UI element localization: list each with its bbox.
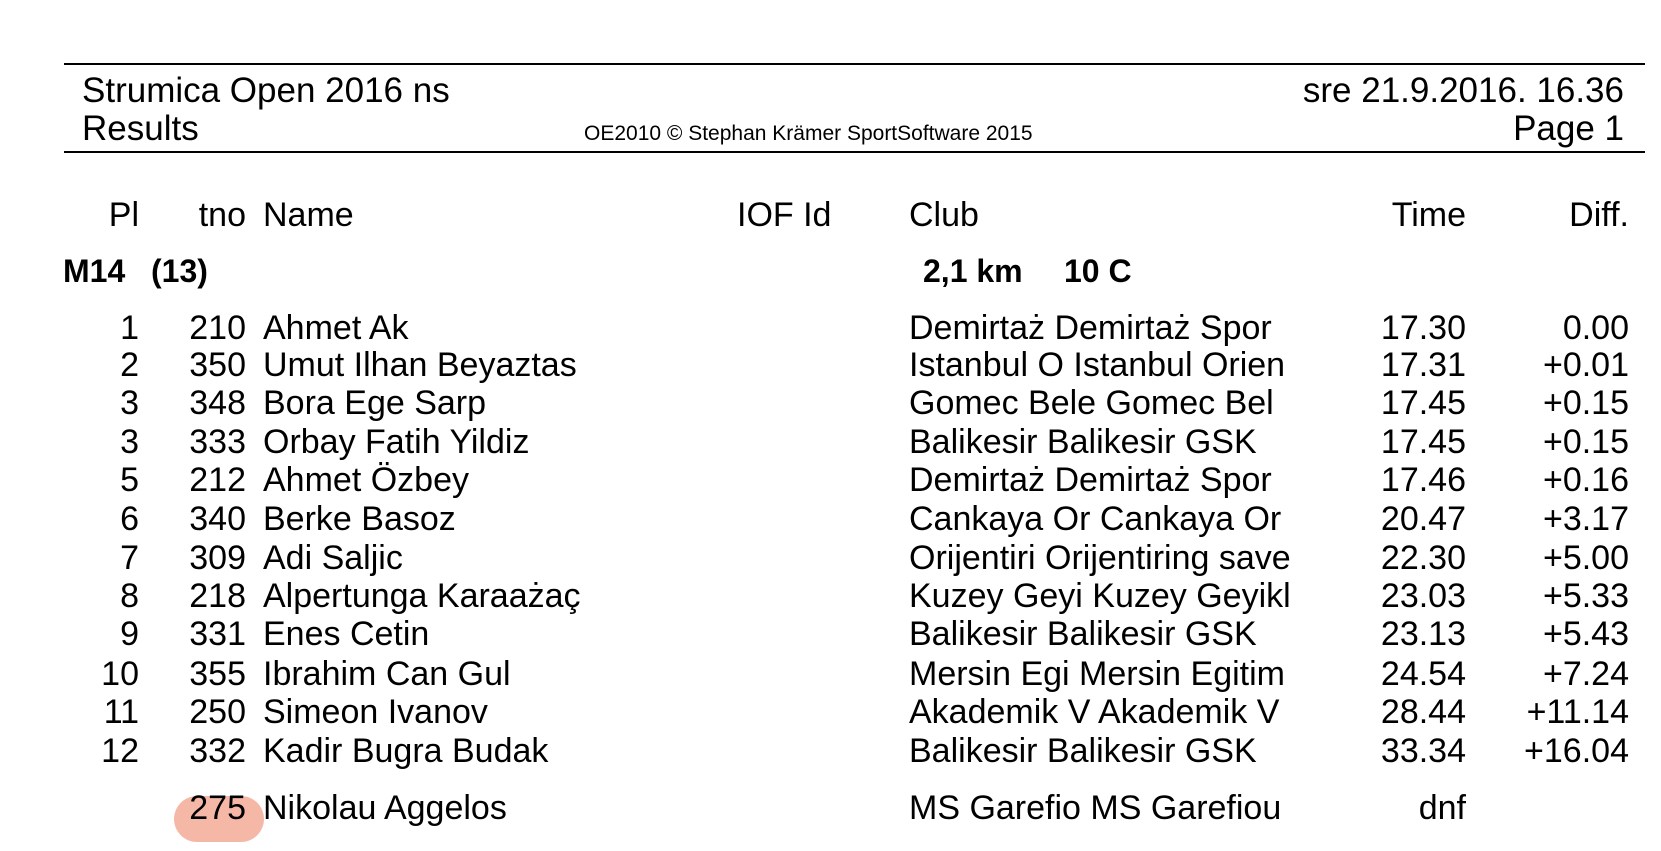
diff-cell: +3.17 — [1542, 500, 1629, 538]
diff-cell: +5.43 — [1542, 615, 1629, 653]
class-count: (13) — [151, 253, 208, 289]
name-cell: Enes Cetin — [263, 615, 430, 653]
time-cell: 20.47 — [1380, 500, 1466, 538]
course-controls: 10 C — [1064, 253, 1132, 289]
event-title: Strumica Open 2016 ns — [82, 71, 450, 110]
time-cell: 23.03 — [1380, 577, 1466, 615]
result-row — [0, 423, 1661, 462]
result-row — [0, 384, 1661, 423]
start-number-cell: 275 — [189, 789, 246, 827]
time-cell: 17.45 — [1380, 384, 1466, 422]
name-cell: Bora Ege Sarp — [263, 384, 487, 422]
place-cell: 7 — [120, 539, 139, 577]
club-cell: Kuzey Geyi Kuzey Geyikl — [909, 577, 1291, 615]
result-row — [0, 577, 1661, 616]
place-cell: 6 — [120, 500, 139, 538]
diff-cell: +0.15 — [1542, 384, 1629, 422]
start-number-cell: 309 — [189, 539, 246, 577]
place-cell: 5 — [120, 461, 139, 499]
page-number: Page 1 — [1513, 109, 1624, 148]
diff-cell: 0.00 — [1562, 309, 1629, 347]
start-number-cell: 355 — [189, 655, 246, 693]
name-cell: Nikolau Aggelos — [263, 789, 507, 827]
club-cell: MS Garefio MS Garefiou — [909, 789, 1282, 827]
diff-cell: +16.04 — [1524, 732, 1629, 770]
time-cell: 17.46 — [1380, 461, 1466, 499]
place-cell: 1 — [120, 309, 139, 347]
column-header-club: Club — [909, 196, 979, 234]
time-cell: 24.54 — [1380, 655, 1466, 693]
place-cell: 3 — [120, 423, 139, 461]
club-cell: Orijentiri Orijentiring save — [909, 539, 1291, 577]
place-cell: 9 — [120, 615, 139, 653]
start-number-cell: 331 — [189, 615, 246, 653]
name-cell: Adi Saljic — [263, 539, 403, 577]
name-cell: Simeon Ivanov — [263, 693, 488, 731]
time-cell: dnf — [1418, 789, 1466, 827]
column-header-iof-id: IOF Id — [737, 196, 832, 234]
place-cell: 10 — [101, 655, 139, 693]
club-cell: Demirtaż Demirtaż Spor — [909, 461, 1272, 499]
club-cell: Balikesir Balikesir GSK — [909, 615, 1257, 653]
name-cell: Alpertunga Karaażaç — [263, 577, 581, 615]
name-cell: Ahmet Ak — [263, 309, 409, 347]
place-cell: 8 — [120, 577, 139, 615]
time-cell: 17.30 — [1380, 309, 1466, 347]
result-row — [0, 346, 1661, 385]
name-cell: Kadir Bugra Budak — [263, 732, 549, 770]
club-cell: Balikesir Balikesir GSK — [909, 423, 1257, 461]
column-header-time: Time — [1391, 196, 1466, 234]
result-row — [0, 655, 1661, 694]
place-cell: 11 — [103, 693, 139, 731]
column-headers — [0, 196, 1661, 235]
start-number-cell: 250 — [189, 693, 246, 731]
result-row — [0, 615, 1661, 654]
result-row — [0, 461, 1661, 500]
start-number-cell: 333 — [189, 423, 246, 461]
start-number-cell: 340 — [189, 500, 246, 538]
place-cell: 2 — [120, 346, 139, 384]
start-number-cell: 348 — [189, 384, 246, 422]
place-cell: 12 — [101, 732, 139, 770]
club-cell: Cankaya Or Cankaya Or — [909, 500, 1282, 538]
start-number-cell: 210 — [189, 309, 246, 347]
result-row — [0, 500, 1661, 539]
club-cell: Gomec Bele Gomec Bel — [909, 384, 1274, 422]
column-header-name: Name — [263, 196, 354, 234]
club-cell: Istanbul O Istanbul Orien — [909, 346, 1286, 384]
name-cell: Berke Basoz — [263, 500, 456, 538]
result-row — [0, 732, 1661, 771]
start-number-cell: 332 — [189, 732, 246, 770]
name-cell: Umut Ilhan Beyaztas — [263, 346, 577, 384]
name-cell: Orbay Fatih Yildiz — [263, 423, 530, 461]
time-cell: 33.34 — [1380, 732, 1466, 770]
column-header-tno: tno — [198, 196, 246, 234]
print-datetime: sre 21.9.2016. 16.36 — [1302, 71, 1624, 110]
class-name: M14 — [63, 253, 126, 289]
diff-cell: +5.33 — [1542, 577, 1629, 615]
header-bottom-rule — [64, 151, 1645, 153]
diff-cell: +11.14 — [1526, 693, 1629, 731]
club-cell: Akademik V Akademik V — [909, 693, 1280, 731]
place-cell: 3 — [120, 384, 139, 422]
time-cell: 23.13 — [1380, 615, 1466, 653]
column-header-diff: Diff. — [1569, 196, 1629, 234]
start-number-cell: 218 — [189, 577, 246, 615]
diff-cell: +0.01 — [1542, 346, 1629, 384]
club-cell: Balikesir Balikesir GSK — [909, 732, 1257, 770]
document-type: Results — [82, 109, 199, 148]
diff-cell: +7.24 — [1542, 655, 1629, 693]
result-row — [0, 539, 1661, 578]
result-row — [0, 309, 1661, 348]
time-cell: 28.44 — [1380, 693, 1466, 731]
diff-cell: +5.00 — [1542, 539, 1629, 577]
name-cell: Ibrahim Can Gul — [263, 655, 511, 693]
club-cell: Demirtaż Demirtaż Spor — [909, 309, 1272, 347]
name-cell: Ahmet Özbey — [263, 461, 469, 499]
course-length: 2,1 km — [923, 253, 1023, 289]
time-cell: 17.31 — [1380, 346, 1466, 384]
start-number-cell: 350 — [189, 346, 246, 384]
result-row — [0, 789, 1661, 828]
time-cell: 17.45 — [1380, 423, 1466, 461]
diff-cell: +0.15 — [1542, 423, 1629, 461]
software-credit: OE2010 © Stephan Krämer SportSoftware 2015 — [584, 122, 1033, 145]
start-number-cell: 212 — [189, 461, 246, 499]
club-cell: Mersin Egi Mersin Egitim — [909, 655, 1285, 693]
diff-cell: +0.16 — [1542, 461, 1629, 499]
header-top-rule — [64, 63, 1645, 65]
column-header-pl: Pl — [108, 196, 139, 234]
time-cell: 22.30 — [1380, 539, 1466, 577]
result-row — [0, 693, 1661, 732]
